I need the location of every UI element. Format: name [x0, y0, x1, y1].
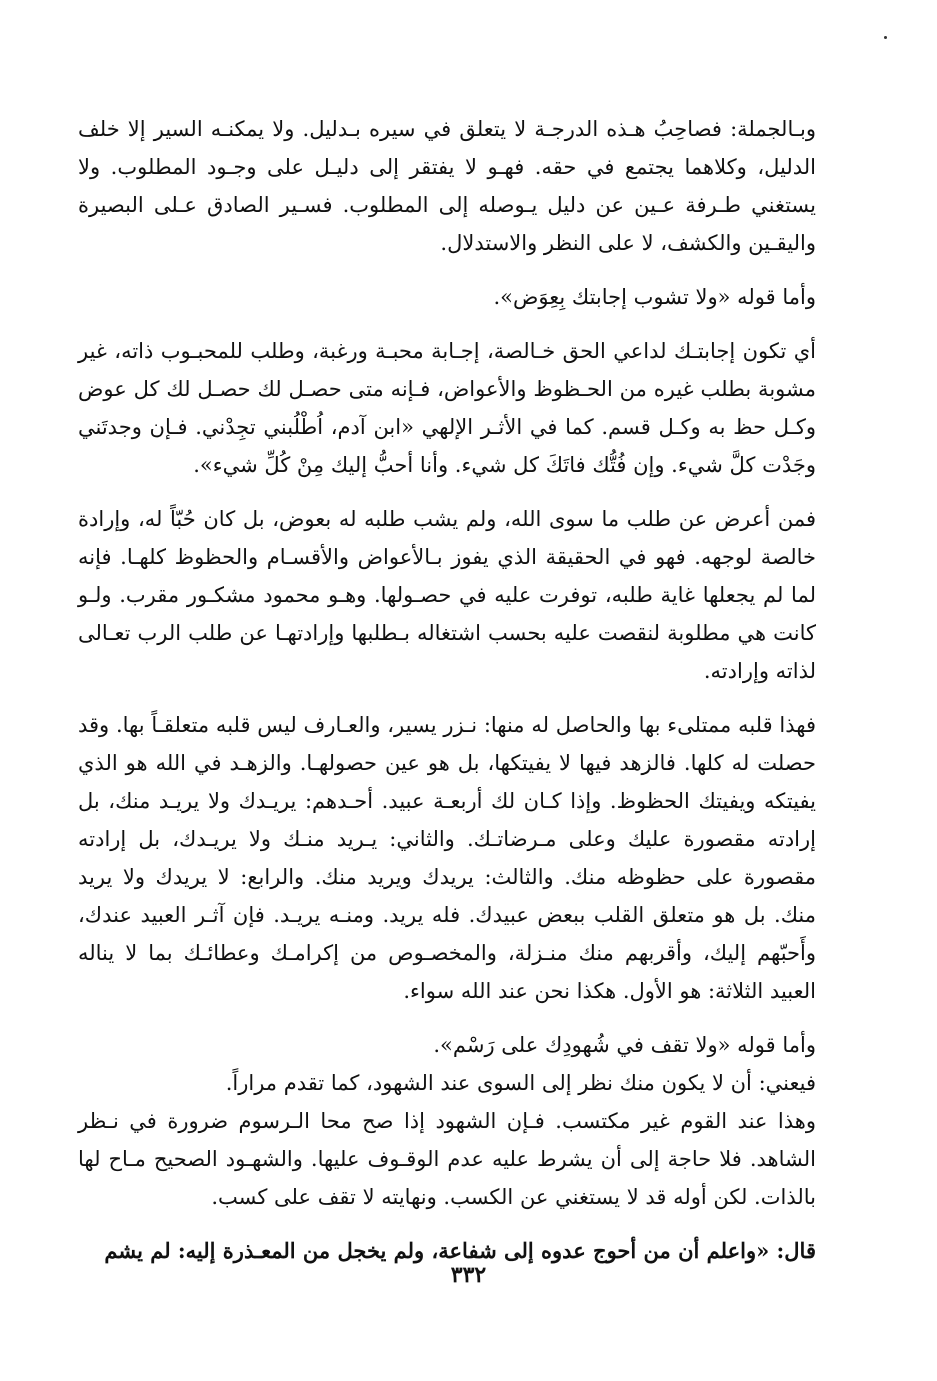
page-body: [78, 110, 816, 1286]
paragraph-1: وبـالجملة: فصاحِبُ هـذه الدرجـة لا يتعلق في سيره بـدليل. ولا يمكنـه السير إلا خلف الدليل، وكلاهما يجتمع في حقه. فهـو لا يفتقر إلى دليـل على وجـود المطلوب. ولا يستغني طـرفة عـين عن دليل يـوصله إلى المطلوب. فسـير الصادق عـلى البصيرة واليقـين والكشف، لا على النظر والاستدلال.: [78, 117, 816, 255]
scan-speck: [884, 36, 887, 39]
paragraph-5: فهذا قلبه ممتلىء بها والحاصل له منها: نـزر يسير، والعـارف ليس قلبه متعلقـاً بها. وقد حصلت له كلها. فالزهد فيها لا يفيتكها، بل هو عين حصولهـا. والزهـد في الله هو الذي يفيتكه ويفيتك الحظوظ. وإذا كـان لك أربعـة عبيد. أحـدهم: يريـدك ولا يريـد منك، بل إرادته مقصورة عليك وعلى مـرضاتـك. والثاني: يـريد منـك ولا يريـدك، بل إرادته مقصورة على حظوظه منك. والثالث: يريدك ويريد منك. والرابع: لا يريدك ولا يريد منك. بل هو متعلق القلب ببعض عبيدك. فله يريد. ومنـه يريـد. فإن آثـر العبيد عندك، وأَحبّهم إليك، وأقربهم منك منـزلة، والمخصـوص من إكرامـك وعطائـك بما لا يناله العبيد الثلاثة: هو الأول. هكذا نحن عند الله سواء.: [78, 713, 816, 1003]
paragraph-3: أي تكون إجابتـك لداعي الحق خـالصة، إجـابة محبـة ورغبة، وطلب للمحبـوب ذاته، غير مشوبة بطلب غيره من الحـظوظ والأعواض، فـإنه متى حصـل لك حصـل لك كل عوض وكـل حظ به وكـل قسم. كما في الأثـر الإلهي «ابن آدم، اُطْلُبني تجِدْني. فـإن وجدتَني وجَدْت كلَّ شيء. وإن فُتُّك فاتَكَ كل شيء. وأنا أحبُّ إليك مِنْ كُلِّ شيء».: [78, 339, 816, 477]
page-number: ٣٣٢: [450, 1262, 487, 1288]
paragraph-6: وأما قوله «ولا تقف في شُهودِك على رَسْم».: [433, 1033, 816, 1057]
paragraph-4: فمن أعرض عن طلب ما سوى الله، ولم يشب طلبه له بعوض، بل كان حُبّاً له، وإرادة خالصة لوجهه. فهو في الحقيقة الذي يفوز بـالأعواض والأقسـام والحظوظ كلهـا. فإنه لما لم يجعلها غاية طلبه، توفرت عليه في حصـولها. وهـو محمود مشكـور مقرب. ولـو كانت هي مطلوبة لنقصت عليه بحسب اشتغاله بـطلبها وإرادتهـا عن طلب الرب تعـالى لذاته وإرادته.: [78, 507, 816, 683]
paragraph-8: وهذا عند القوم غير مكتسب. فـإن الشهود إذا صح محا الـرسوم ضرورة في نـظر الشاهد. فلا حاجة إلى أن يشرط عليه عدم الوقـوف عليها. والشهـود الصحيح مـاح لها بالذات. لكن أوله قد لا يستغني عن الكسب. ونهايته لا تقف على كسب.: [78, 1109, 816, 1209]
paragraph-9: قال: «واعلم أن من أحوج عدوه إلى شفاعة، ولم يخجل من المعـذرة إليه: لم يشم: [104, 1238, 816, 1263]
paragraph-7: فيعني: أن لا يكون منك نظر إلى السوى عند الشهود، كما تقدم مراراً.: [225, 1071, 816, 1095]
paragraph-2: وأما قوله «ولا تشوب إجابتك بِعِوَض».: [493, 285, 816, 309]
